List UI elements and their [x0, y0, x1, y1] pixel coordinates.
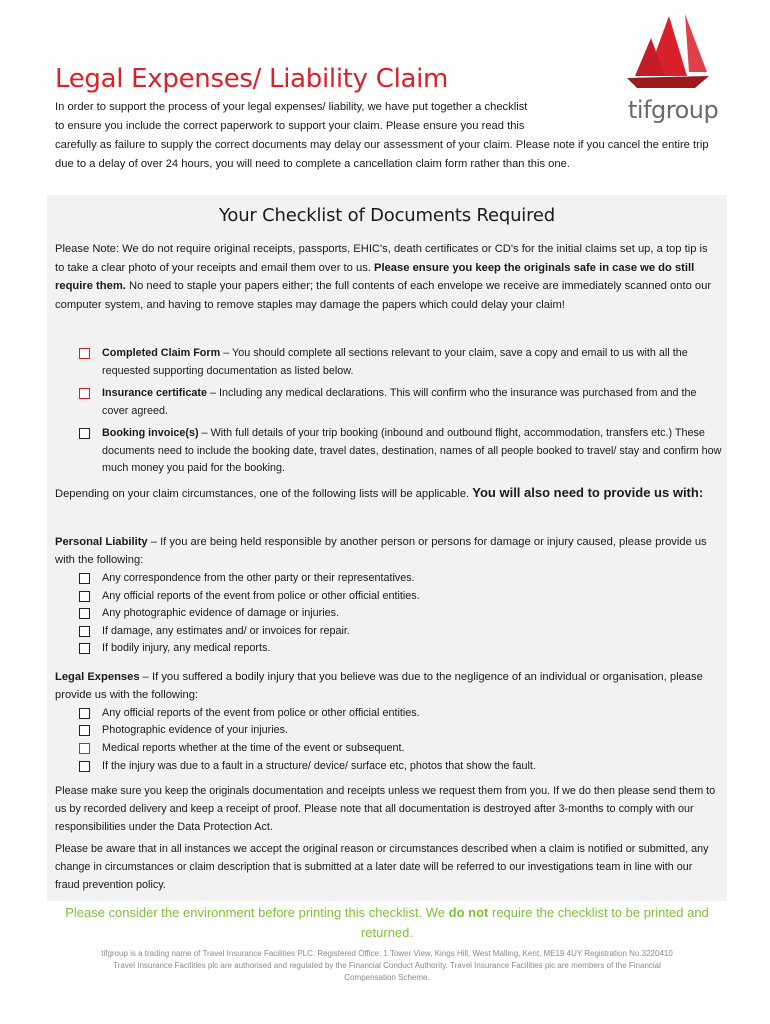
- item-text: – With full details of your trip booking (inbound and outbound flight, accommodation, transfers etc.) These documents need to include the booking date, travel dates, destination, names of all people booked to travel/ stay and confirm how much money you paid for the booking.: [102, 427, 722, 474]
- depending-text: [55, 483, 720, 504]
- checklist-item-claim-form: [102, 345, 722, 380]
- item-label: Completed Claim Form: [102, 347, 221, 359]
- checkbox-booking-invoice[interactable]: [79, 428, 90, 439]
- pl-item: If damage, any estimates and/ or invoices for repair.: [102, 625, 350, 637]
- intro-line-2: to ensure you include the correct paperwork to support your claim. Please ensure you read this: [55, 120, 525, 132]
- checkbox-le-3[interactable]: [79, 743, 90, 754]
- footer: [47, 948, 727, 984]
- logo-wordmark: tifgroup: [628, 96, 719, 124]
- personal-liability-text: – If you are being held responsible by another person or persons for damage or injury caused, please provide us with the following:: [55, 536, 707, 566]
- sailboat-icon: [617, 14, 713, 98]
- note-text-2: No need to staple your papers either; the full contents of each envelope we receive are immediately scanned onto our computer system, and having to remove staples may damage the papers which could delay your claim!: [55, 280, 712, 311]
- footer-line-1: tifgroup is a trading name of Travel Insurance Facilities PLC. Registered Office: 1 Tower View, Kings Hill, West Malling, Kent, ME19 4UY Registration No.3220410: [101, 949, 673, 958]
- checkbox-pl-5[interactable]: [79, 643, 90, 654]
- footer-line-2: Travel Insurance Facilities plc are authorised and regulated by the Financial Conduct Authority. Travel Insurance Facilities plc are members of the Financial: [113, 961, 661, 970]
- checkbox-claim-form[interactable]: [79, 348, 90, 359]
- env-text-2: require the checklist to be printed and returned.: [360, 905, 709, 940]
- checkbox-pl-1[interactable]: [79, 573, 90, 584]
- environment-note: [47, 903, 727, 943]
- checkbox-insurance-certificate[interactable]: [79, 388, 90, 399]
- checkbox-le-4[interactable]: [79, 761, 90, 772]
- depending-bold: You will also need to provide us with:: [472, 485, 704, 500]
- item-text: – Including any medical declarations. This will confirm who the insurance was purchased from and the cover agreed.: [102, 387, 697, 417]
- checkbox-pl-3[interactable]: [79, 608, 90, 619]
- fraud-paragraph: Please be aware that in all instances we accept the original reason or circumstances described when a claim is notified or submitted, any change in circumstances or claim description that is submitted at a later date will be referred to our investigations team in line with our fraud prevention policy.: [55, 843, 709, 891]
- personal-liability-label: Personal Liability: [55, 536, 148, 548]
- intro-paragraph: [55, 98, 717, 174]
- depending-plain: Depending on your claim circumstances, one of the following lists will be applicable.: [55, 488, 470, 500]
- checklist-heading: Your Checklist of Documents Required: [218, 205, 555, 226]
- pl-item: Any official reports of the event from police or other official entities.: [102, 590, 420, 602]
- pl-item: Any photographic evidence of damage or injuries.: [102, 607, 340, 619]
- originals-paragraph: Please make sure you keep the originals documentation and receipts unless we request them from you. If we do then please send them to us by recorded delivery and keep a receipt of proof. Please note that all documentation is destroyed after 3-months to comply with our responsibilities under the Data Protection Act.: [55, 785, 716, 833]
- personal-liability-intro: [55, 533, 720, 569]
- footer-line-3: Compensation Scheme.: [344, 973, 430, 982]
- item-text: – You should complete all sections relevant to your claim, save a copy and email to us with all the requested supporting documentation as listed below.: [102, 347, 688, 377]
- env-text-1: Please consider the environment before printing this checklist. We: [65, 905, 449, 920]
- pl-item: If bodily injury, any medical reports.: [102, 642, 271, 654]
- legal-expenses-intro: [55, 668, 720, 704]
- checkbox-pl-2[interactable]: [79, 591, 90, 602]
- note-bold: Please ensure you keep the originals safe in case we do still require them.: [55, 261, 695, 292]
- note-text-1: Please Note: We do not require original receipts, passports, EHIC's, death certificates or CD's for the initial claims set up, a top tip is to take a clear photo of your receipts and email them over to us.: [55, 243, 708, 274]
- legal-expenses-label: Legal Expenses: [55, 671, 140, 683]
- item-label: Insurance certificate: [102, 387, 208, 399]
- le-item: Any official reports of the event from police or other official entities.: [102, 707, 420, 719]
- legal-expenses-text: – If you suffered a bodily injury that you believe was due to the negligence of an individual or organisation, please provide us with the following:: [55, 671, 703, 701]
- checkbox-le-2[interactable]: [79, 725, 90, 736]
- checklist-note: [55, 240, 717, 314]
- env-bold: do not: [448, 905, 489, 920]
- intro-rest: carefully as failure to supply the correct documents may delay our assessment of your claim. Please note if you cancel the entire trip due to a delay of over 24 hours, you will need to complete a cancellation claim form rather than this one.: [55, 139, 709, 170]
- le-item: If the injury was due to a fault in a structure/ device/ surface etc, photos that show the fault.: [102, 760, 536, 772]
- checklist-item-insurance-certificate: [102, 385, 722, 420]
- checkbox-pl-4[interactable]: [79, 626, 90, 637]
- le-item: Photographic evidence of your injuries.: [102, 724, 289, 736]
- page-title: Legal Expenses/ Liability Claim: [55, 64, 449, 94]
- le-item: Medical reports whether at the time of the event or subsequent.: [102, 742, 405, 754]
- checklist-item-booking-invoice: [102, 425, 722, 478]
- intro-line-1: In order to support the process of your legal expenses/ liability, we have put together a checklist: [55, 101, 528, 113]
- pl-item: Any correspondence from the other party or their representatives.: [102, 572, 415, 584]
- checkbox-le-1[interactable]: [79, 708, 90, 719]
- item-label: Booking invoice(s): [102, 427, 199, 439]
